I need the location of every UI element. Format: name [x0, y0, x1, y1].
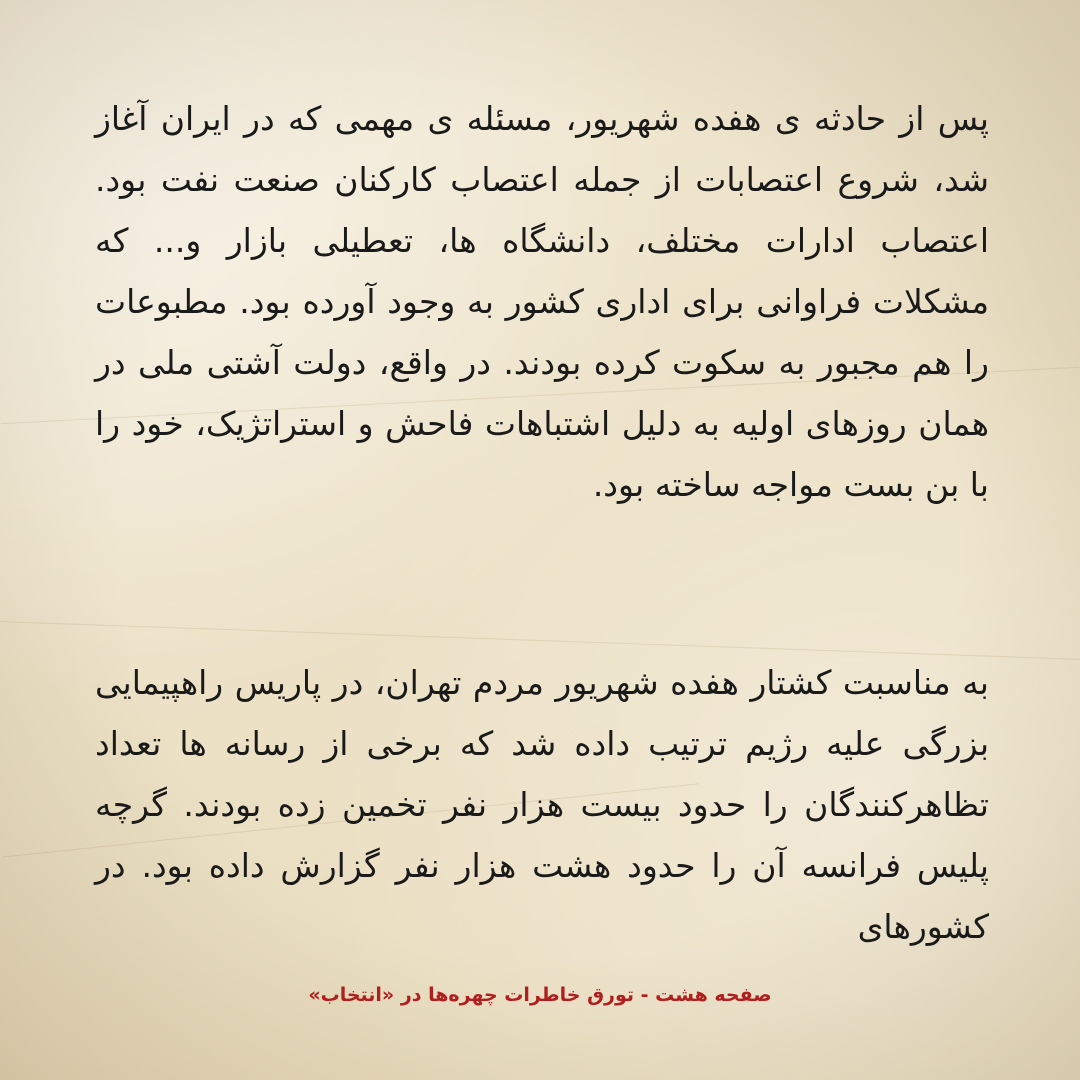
paragraph-2: به مناسبت کشتار هفده شهریور مردم تهران، در پاریس راهپیمایی بزرگی علیه رژیم ترتیب داده شد که برخی از رسانه ها تعداد تظاهرکنندگان را حدود بیست هزار نفر تخمین زده بودند. گرچه پلیس فرانسه آن را حدود هشت هزار نفر گزارش داده بود. در کشورهای: [95, 663, 989, 946]
paragraph-1: پس از حادثه ی هفده شهریور، مسئله ی مهمی که در ایران آغاز شد، شروع اعتصابات از جمله اعتصاب کارکنان صنعت نفت بود. اعتصاب ادارات مختلف، دانشگاه ها، تعطیلی بازار و... که مشکلات فراوانی برای اداری کشور به وجود آورده بود. مطبوعات را هم مجبور به سکوت کرده بودند. در واقع، دولت آشتی ملی در همان روزهای اولیه به دلیل اشتباهات فاحش و استراتژیک، خود را با بن بست مواجه ساخته بود.: [95, 99, 989, 504]
page-footer-caption: صفحه هشت - تورق خاطرات چهره‌ها در «انتخاب»: [308, 984, 772, 1006]
